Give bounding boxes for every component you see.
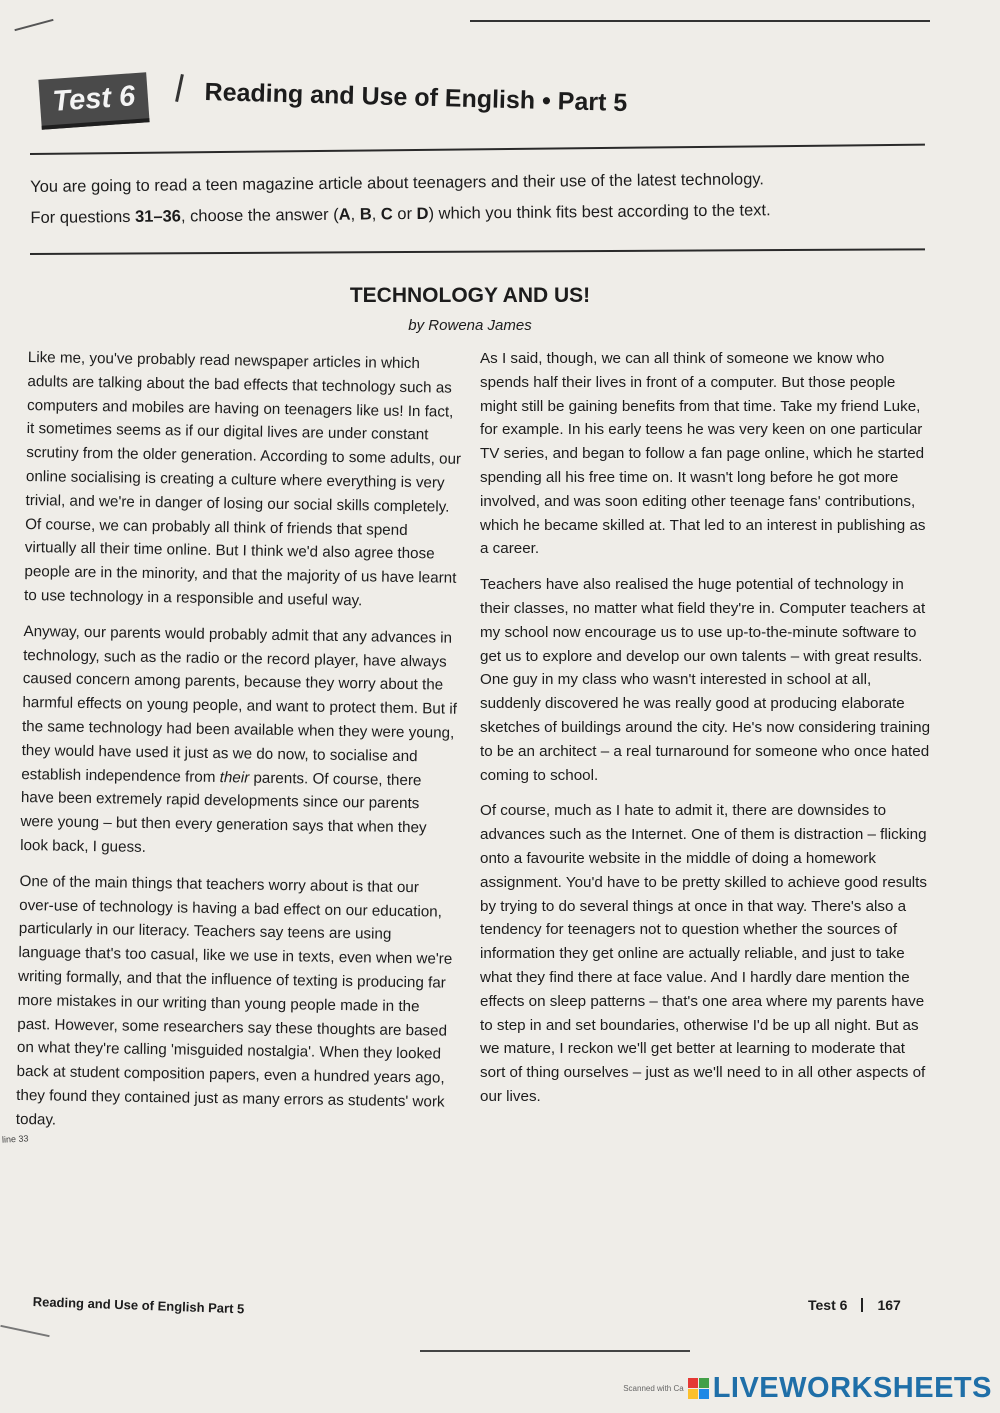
- logo-square: [688, 1389, 698, 1399]
- badge-flag-mark: [175, 74, 184, 102]
- article-paragraph-4: As I said, though, we can all think of someone we know who spends half their lives in front of a computer. But those people might still be gaining benefits from that time. Take my friend Luke, for example. In his early teens he was very keen on one particular TV series, and began to follow a fan page online, which he started spending all his free time on. It wasn't long before he got more involved, and was soon editing other teenage fans' contributions, which he became skilled at. That led to an interest in publishing as a career.: [480, 350, 926, 558]
- article-paragraph-3: One of the main things that teachers worry about is that our over-use of technology is having a bad effect on our education, particularly in our literacy. Teachers say teens are using language that's too casual, like we use in texts, even when we're writing formally, and that the influence of texting is producing far more mistakes in our writing than young people made in the past. However, some researchers say these thoughts are based on what they're calling 'misguided nostalgia'. When they looked back at student composition papers, even a hundred years ago, they found they contained just as many errors as students' work today.: [15, 872, 453, 1129]
- liveworksheets-logo-icon: [688, 1378, 709, 1399]
- emphasis-their: their: [219, 768, 250, 787]
- divider-top: [30, 144, 925, 155]
- logo-square: [699, 1389, 709, 1399]
- bottom-rule: [420, 1350, 690, 1352]
- article-column-right: [480, 347, 932, 1121]
- article-paragraph-1: Like me, you've probably read newspaper articles in which adults are talking about the bad effects that technology such as computers and mobiles are having on teenagers like us! In fact, it sometimes seems as if our digital lives are under constant scrutiny from the older generation. According to some adults, our online socialising is creating a culture where everything is very trivial, and we're in danger of losing our social skills completely. Of course, we can probably all think of friends that spend virtually all their time online. But I think we'd also agree those people are in the minority, and that the majority of us have learnt to use technology in a responsible and useful way.: [23, 348, 462, 610]
- instructions-line-2: For questions 31–36, choose the answer (A, B, C or D) which you think fits best according to the text.: [30, 201, 771, 227]
- logo-square: [688, 1378, 698, 1388]
- top-rule: [470, 20, 930, 22]
- corner-mark: [14, 19, 53, 31]
- instructions-line-1: You are going to read a teen magazine article about teenagers and their use of the latest technology.: [30, 170, 765, 196]
- page-number: 167: [877, 1297, 901, 1313]
- scanner-note: Scanned with Ca: [623, 1384, 684, 1393]
- article-paragraph-6: Of course, much as I hate to admit it, there are downsides to advances such as the Internet. One of them is distraction – flicking onto a favourite website in the middle of doing a homework assignment. You'd have to be pretty skilled to achieve good results by trying to do several things at once in that way. There's also a tendency for teenagers not to question whether the sources of information they get online are actually reliable, and just to take what they find there at face value. And I hardly dare mention the effects on sleep patterns – that's one area where my parents have to step in and set boundaries, otherwise I'd be up all night. But as we mature, I reckon we'll get better at learning to moderate that sort of thing ourselves – just as we'll need to in all other aspects of our lives.: [480, 802, 927, 1105]
- footer-test-label: Test 6: [808, 1297, 848, 1313]
- article-title: TECHNOLOGY AND US!: [349, 284, 591, 307]
- line-33-marker: line 33: [1, 1133, 29, 1145]
- footer-section-label: Reading and Use of English Part 5: [32, 1294, 245, 1317]
- article-column-left: [15, 346, 462, 1150]
- test-badge: Test 6: [38, 72, 149, 129]
- article-paragraph-5: Teachers have also realised the huge potential of technology in their classes, no matter what field they're in. Computer teachers at my school now encourage us to use up-to-the-minute software to get us to explore and develop our own talents – with great results. One guy in my class who wasn't interested in school at all, suddenly discovered he was really good at producing elaborate sketches of buildings around the city. He's now considering training to be an architect – a real turnaround for someone who once hated coming to school.: [480, 576, 931, 784]
- logo-square: [699, 1378, 709, 1388]
- liveworksheets-wordmark: LIVEWORKSHEETS: [712, 1372, 992, 1404]
- divider-bottom: [30, 248, 925, 255]
- footer-page-info: [808, 1297, 901, 1313]
- liveworksheets-watermark: [623, 1372, 992, 1405]
- article-byline: by Rowena James: [408, 317, 532, 334]
- instructions: [30, 163, 911, 234]
- footer-separator: [861, 1298, 863, 1312]
- article-paragraph-2: Anyway, our parents would probably admit that any advances in technology, such as the radio or the record player, have always caused concern among parents, because they worry about the harmful effects on young people, and want to protect them. But if the same technology had been available when they were young, they would have used it just as we do now, to socialise and establish independence from their parents. Of course, there have been extremely rapid developments since our parents were young – but then every generation says that when they look back, I guess.: [20, 622, 457, 856]
- question-range: 31–36: [134, 207, 182, 226]
- edge-mark: [0, 1325, 49, 1337]
- page-title: Reading and Use of English • Part 5: [204, 78, 628, 118]
